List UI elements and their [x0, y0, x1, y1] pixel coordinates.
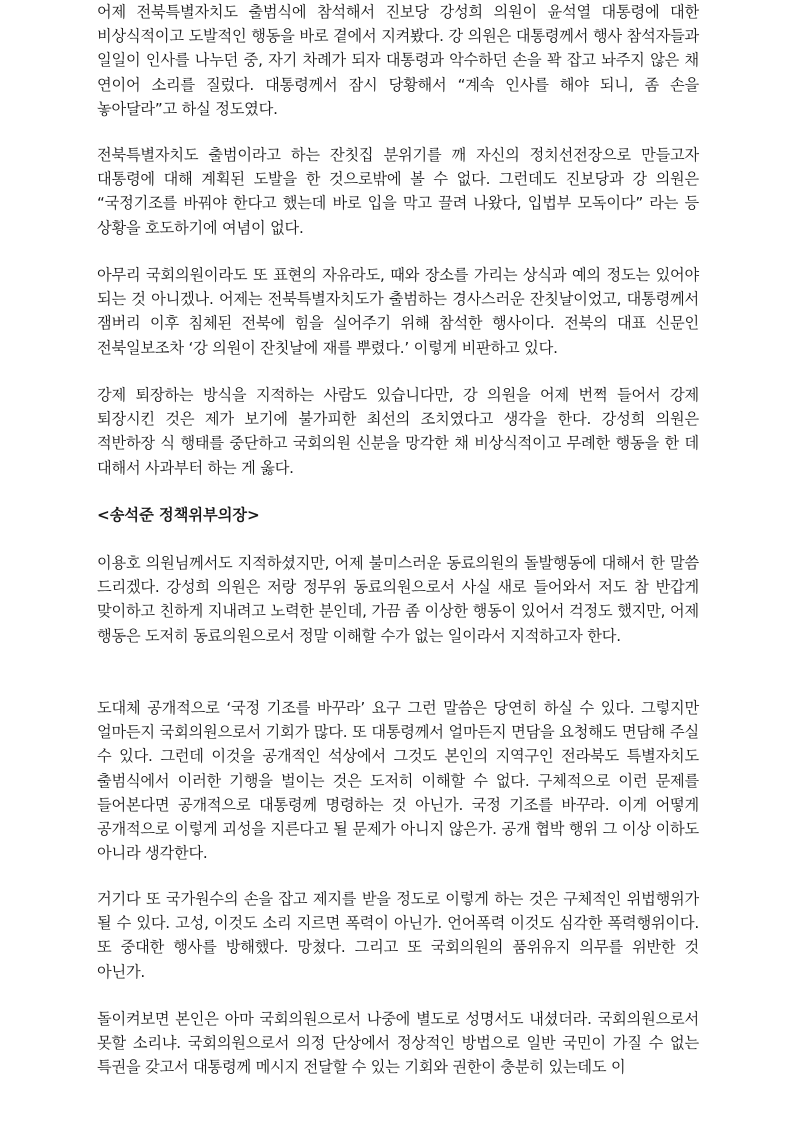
paragraph-6: 도대체 공개적으로 ‘국정 기조를 바꾸라’ 요구 그런 말씀은 당연히 하실 수 있다. 그렇지만 얼마든지 국회의원으로서 기회가 많다. 또 대통령께서 얼마든지 면담을 요청해도 면담해 주실 수 있다. 그런데 이것을 공개적인 석상에서 그것도 본인의 지역구인 전라북도 특별자치도 출범식에서 이러한 기행을 벌이는 것은 도저히 이해할 수 없다. 구체적으로 이런 문제를 들어본다면 공개적으로 대통령께 명령하는 것 아닌가. 국정 기조를 바꾸라. 이게 어떻게 공개적으로 이렇게 괴성을 지른다고 될 문제가 아니지 않은가. 공개 협박 행위 그 이상 이하도 아니라 생각한다.: [97, 699, 699, 863]
paragraph-7: 거기다 또 국가원수의 손을 잡고 제지를 받을 정도로 이렇게 하는 것은 구체적인 위법행위가 될 수 있다. 고성, 이것도 소리 지르면 폭력이 아닌가. 언어폭력 이것도 심각한 폭력행위이다. 또 중대한 행사를 방해했다. 망쳤다. 그리고 또 국회의원의 품위유지 의무를 위반한 것 아닌가.: [97, 890, 699, 981]
paragraph-3: 아무리 국회의원이라도 또 표현의 자유라도, 때와 장소를 가리는 상식과 예의 정도는 있어야 되는 것 아니겠나. 어제는 전북특별자치도가 출범하는 경사스러운 잔칫날이었고, 대통령께서 잼버리 이후 침체된 전북에 힘을 실어주기 위해 참석한 행사이다. 전북의 대표 신문인 전북일보조차 ‘강 의원이 잔칫날에 재를 뿌렸다.’ 이렇게 비판하고 있다.: [97, 266, 699, 357]
paragraph-5: 이용호 의원님께서도 지적하셨지만, 어제 불미스러운 동료의원의 돌발행동에 대해서 한 말씀 드리겠다. 강성희 의원은 저랑 정무위 동료의원으로서 사실 새로 들어와서 저도 참 반갑게 맞이하고 친하게 지내려고 노력한 분인데, 가끔 좀 이상한 행동이 있어서 걱정도 했지만, 어제 행동은 도저히 동료의원으로서 정말 이해할 수가 없는 일이라서 지적하고자 한다.: [97, 554, 699, 645]
speaker-heading: <송석준 정책위부의장>: [97, 506, 260, 524]
paragraph-4: 강제 퇴장하는 방식을 지적하는 사람도 있습니다만, 강 의원을 어제 번쩍 들어서 강제 퇴장시킨 것은 제가 보기에 불가피한 최선의 조치였다고 생각을 한다. 강성희 의원은 적반하장 식 행태를 중단하고 국회의원 신분을 망각한 채 비상식적이고 무례한 행동을 한 데 대해서 사과부터 하는 게 옳다.: [97, 386, 699, 477]
paragraph-1: 어제 전북특별자치도 출범식에 참석해서 진보당 강성희 의원이 윤석열 대통령에 대한 비상식적이고 도발적인 행동을 바로 곁에서 지켜봤다. 강 의원은 대통령께서 행사 참석자들과 일일이 인사를 나누던 중, 자기 차례가 되자 대통령과 악수하던 손을 꽉 잡고 놔주지 않은 채 연이어 소리를 질렀다. 대통령께서 잠시 당황해서 “계속 인사를 해야 되니, 좀 손을 놓아달라”고 하실 정도였다.: [97, 3, 699, 118]
paragraph-2: 전북특별자치도 출범이라고 하는 잔칫집 분위기를 깨 자신의 정치선전장으로 만들고자 대통령에 대해 계획된 도발을 한 것으로밖에 볼 수 없다. 그런데도 진보당과 강 의원은 “국정기조를 바꿔야 한다고 했는데 바로 입을 막고 끌려 나왔다, 입법부 모독이다” 라는 등 상황을 호도하기에 여념이 없다.: [97, 146, 699, 237]
paragraph-8: 돌이켜보면 본인은 아마 국회의원으로서 나중에 별도로 성명서도 내셨더라. 국회의원으로서 못할 소리냐. 국회의원으로서 의정 단상에서 정상적인 방법으로 일반 국민이 가질 수 없는 특권을 갖고서 대통령께 메시지 전달할 수 있는 기회와 권한이 충분히 있는데도 이: [97, 1010, 699, 1077]
